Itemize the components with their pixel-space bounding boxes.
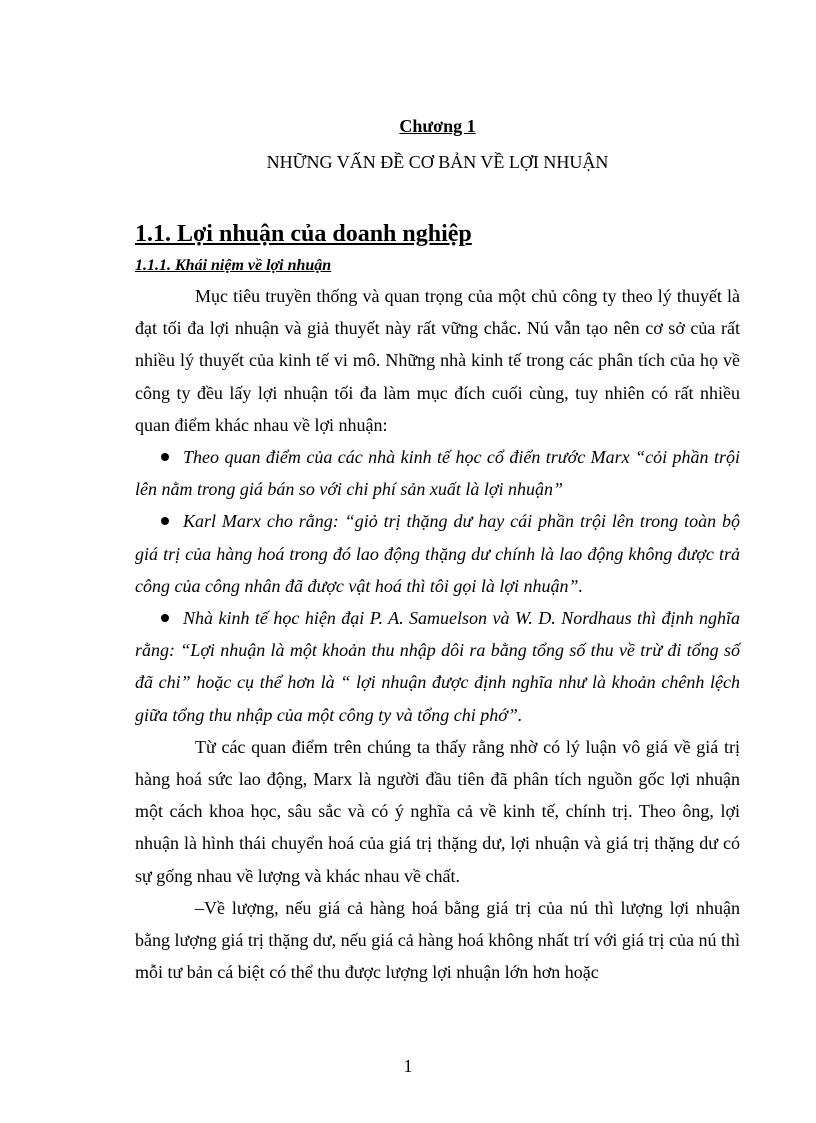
list-item-text: Theo quan điểm của các nhà kinh tế học cổ điển trước Marx “cỏi phần trội lên nằm trong giá bán so với chi phí sản xuất là lợi nhuận”	[135, 447, 740, 500]
list-item	[135, 602, 740, 731]
list-item	[135, 505, 740, 602]
quantity-paragraph: –Về lượng, nếu giá cả hàng hoá bằng giá trị của nú thì lượng lợi nhuận bằng lượng giá trị thặng dư, nếu giá cả hàng hoá không nhất trí với giá trị của nú thì mỗi tư bản cá biệt có thể thu được lượng lợi nhuận lớn hơn hoặc	[135, 897, 740, 983]
section-heading: 1.1. Lợi nhuận của doanh nghiệp	[135, 221, 472, 247]
bullet-icon	[161, 614, 169, 622]
list-item-text: Nhà kinh tế học hiện đại P. A. Samuelson và W. D. Nordhaus thì định nghĩa rằng: “Lợi nhuận là một khoản thu nhập dôi ra bằng tổng số thu về trừ đi tổng số đã chi” hoặc cụ thể hơn là “ lợi nhuận được định nghĩa như là khoản chênh lệch giữa tổng thu nhập của một công ty và tổng chi phớ”.	[135, 608, 740, 725]
page-number: 1	[403, 1056, 413, 1076]
marx-paragraph: Từ các quan điểm trên chúng ta thấy rằng nhờ có lý luận vô giá về giá trị hàng hoá sức lao động, Marx là người đầu tiên đã phân tích nguồn gốc lợi nhuận một cách khoa học, sâu sắc và có ý nghĩa cả về kinh tế, chính trị. Theo ông, lợi nhuận là hình thái chuyển hoá của giá trị thặng dư, lợi nhuận và giá trị thặng dư có sự gống nhau về lượng và khác nhau về chất.	[135, 736, 740, 886]
list-item-text: Karl Marx cho rằng: “giỏ trị thặng dư hay cái phần trội lên trong toàn bộ giá trị của hàng hoá trong đó lao động thặng dư chính là lao động không được trả công của công nhân đã được vật hoá thì tôi gọi là lợi nhuận”.	[135, 511, 740, 596]
intro-paragraph: Mục tiêu truyền thống và quan trọng của một chủ công ty theo lý thuyết là đạt tối đa lợi nhuận và giả thuyết này rất vững chắc. Nú vẫn tạo nên cơ sở của rất nhiều lý thuyết của kinh tế vi mô. Những nhà kinh tế trong các phân tích của họ về công ty đều lấy lợi nhuận tối đa làm mục đích cuối cùng, tuy nhiên có rất nhiều quan điểm khác nhau về lợi nhuận:	[135, 286, 740, 435]
page-content	[135, 112, 740, 988]
viewpoint-list	[135, 441, 740, 731]
subsection-heading: 1.1.1. Khái niệm về lợi nhuận	[135, 257, 332, 274]
list-item	[135, 441, 740, 505]
chapter-title: NHỮNG VẤN ĐỀ CƠ BẢN VỀ LỢI NHUẬN	[266, 152, 609, 172]
bullet-icon	[161, 517, 169, 525]
bullet-icon	[161, 453, 169, 461]
chapter-label: Chương 1	[399, 116, 476, 136]
